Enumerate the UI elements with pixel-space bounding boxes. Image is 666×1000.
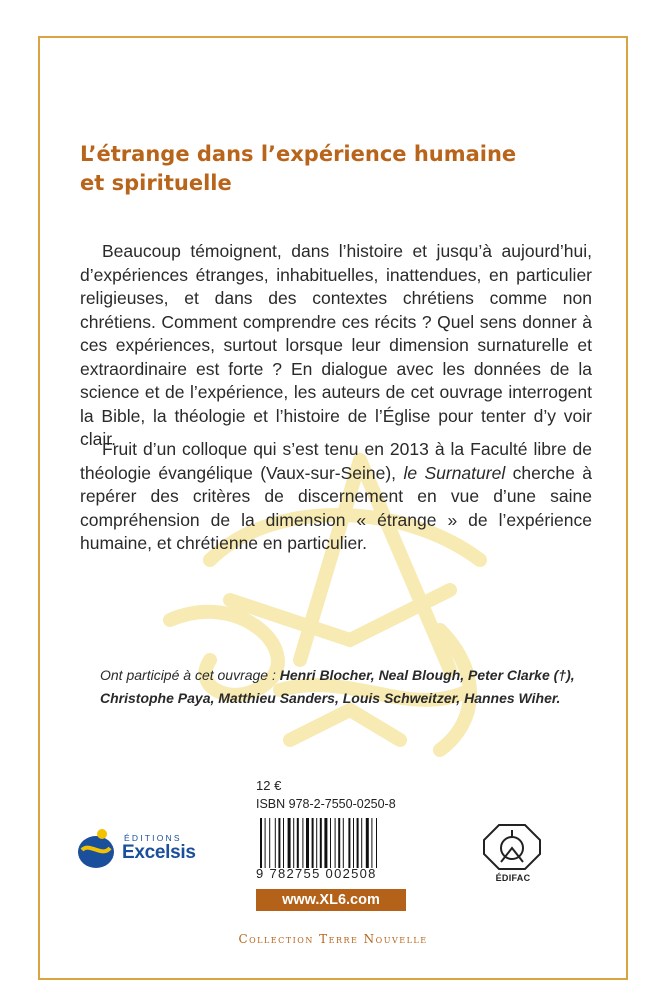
barcode-bar [269,818,270,868]
barcode-bar [338,818,340,868]
barcode-bar [283,818,284,868]
barcode-bar [278,818,280,868]
publisher-editions: ÉDITIONS [124,833,182,843]
edifac-label: ÉDIFAC [495,873,531,883]
paragraph-2-start: Fruit d’un colloque qui s’est tenu en 2013 à la Faculté libre de théologie évangélique (Vaux-sur-Seine), [80,439,592,483]
publisher-name: Excelsis [122,842,196,863]
website-link[interactable]: www.XL6.com [256,889,406,911]
barcode-bar [320,818,322,868]
barcode-bar [348,818,350,868]
title-line-1: L’étrange dans l’expérience humaine [80,142,517,166]
edifac-logo-icon [483,824,541,870]
barcode-bar [353,818,354,868]
barcode-bar [312,818,314,868]
barcode-digits: 9 782755 002508 [256,866,377,881]
description-paragraph-2 [80,438,592,556]
barcode-bar [302,818,303,868]
barcode-bar [343,818,344,868]
barcode-bar [293,818,294,868]
barcode-bar [288,818,291,868]
book-title [80,140,600,198]
publisher-logo-icon [76,826,116,870]
barcode-bar [357,818,359,868]
description-paragraph-1: Beaucoup témoignent, dans l’histoire et jusqu’à aujourd’hui, d’expériences étranges, inhabituelles, inattendues, en particulier religieuses, et dans des contextes chrétiens comme non chrétiens. Comment comprendre ces récits ? Quel sens donner à ces expériences, surtout lorsque leur dimension surnaturelle et extraordinaire est forte ? En dialogue avec les données de la science et de l’expérience, les auteurs de cet ouvrage interrogent la Bible, la théologie et l’histoire de l’Église pour tenter d’y voir clair. [80,241,592,449]
barcode-bar [324,818,327,868]
barcode-bar [361,818,362,868]
paragraph-2-end: cherche à repérer des critères de discernement en vue d’une saine compréhension de la dimension « étrange » de l’expérience humaine, et chrétienne en particulier. [80,462,593,553]
isbn: ISBN 978-2-7550-0250-8 [256,797,396,811]
contributors-names: Henri Blocher, Neal Blough, Peter Clarke (†), Christophe Paya, Matthieu Sanders, Louis Schweitzer, Hannes Wiher. [100,667,575,706]
book-short-title: le Surnaturel [403,462,506,483]
contributors-intro: Ont participé à cet ouvrage : [100,667,280,683]
barcode-bar [275,818,276,868]
barcode-bar [376,818,377,868]
barcode-bar [330,818,331,868]
barcode-bar [265,818,266,868]
barcode-bar [306,818,309,868]
price: 12 € [256,778,282,793]
barcode [258,818,408,868]
collection-name: Collection Terre Nouvelle [238,932,428,946]
barcode-bar [335,818,336,868]
barcode-bar [260,818,262,868]
barcode-bar [371,818,372,868]
title-line-2: et spirituelle [80,171,232,195]
barcode-bar [366,818,369,868]
barcode-bar [316,818,317,868]
contributors [100,664,620,710]
barcode-bar [297,818,299,868]
